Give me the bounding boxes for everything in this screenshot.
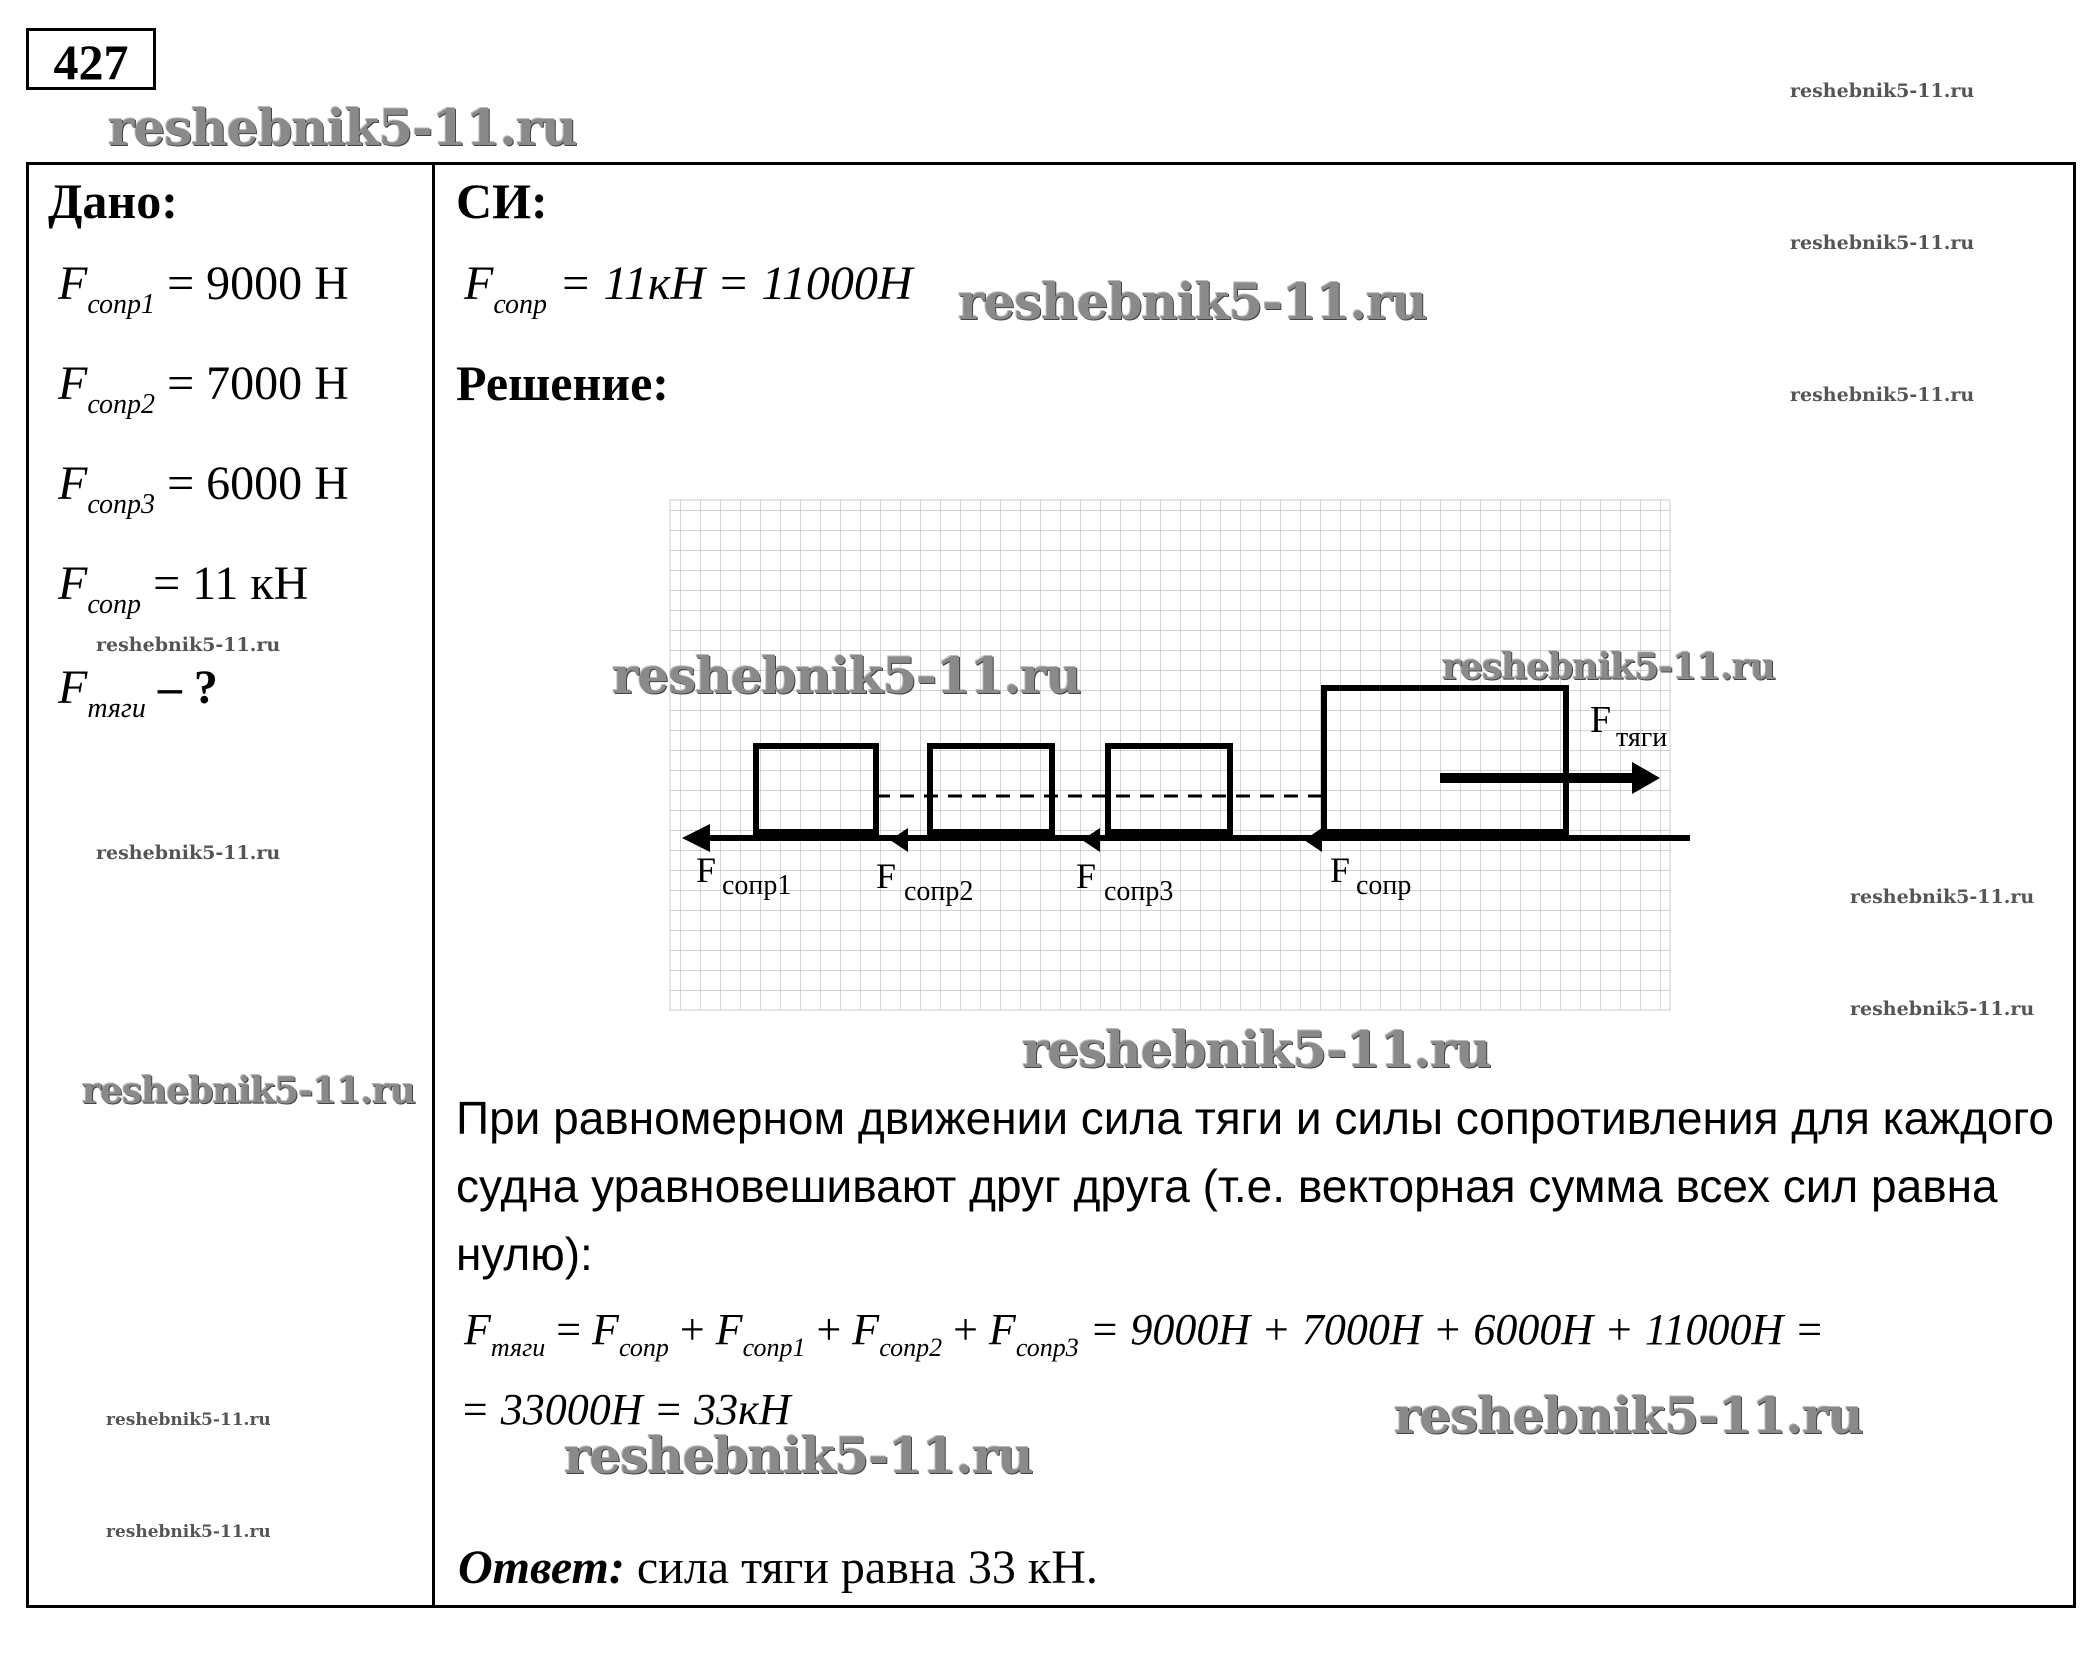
label-drag-sub: сопр	[1356, 870, 1412, 901]
label-drag1-F: F	[696, 850, 717, 890]
formula-line-2: = 33000Н = 33кН	[460, 1385, 791, 1434]
problem-number: 427	[26, 28, 156, 90]
answer-text: сила тяги равна 33 кН.	[624, 1541, 1098, 1594]
given-heading: Дано:	[48, 173, 178, 229]
watermark: reshebnik5-11.ru	[1850, 886, 2035, 908]
given-item-drag1: $F_{сопр1} = 9000$ Н	[58, 257, 349, 320]
watermark: reshebnik5-11.ru	[564, 1426, 1033, 1485]
watermark: reshebnik5-11.ru	[1790, 232, 1975, 254]
watermark: reshebnik5-11.ru	[96, 634, 281, 656]
label-drag-F: F	[1330, 850, 1351, 890]
si-conversion: $F_{сопр} = 11кН = 11000Н$	[464, 257, 913, 320]
si-heading: СИ:	[456, 173, 548, 229]
watermark: reshebnik5-11.ru	[106, 1410, 271, 1430]
given-item-drag3: $F_{сопр3} = 6000$ Н	[58, 457, 349, 520]
watermark: reshebnik5-11.ru	[106, 1522, 271, 1542]
label-drag3-F: F	[1076, 856, 1097, 896]
label-drag1-sub: сопр1	[722, 870, 792, 901]
given-item-unknown: $F_{тяги}$ – ?	[58, 661, 218, 724]
formula-line-1: $F_{тяги} = F_{сопр} + F_{сопр1} + F_{сопр2} + F_{сопр3} = 9000Н + 7000Н + 6000Н + 11000Н$ =	[464, 1305, 1825, 1362]
watermark: reshebnik5-11.ru	[1442, 646, 1775, 688]
column-divider	[432, 162, 435, 1608]
solution-heading: Решение:	[456, 355, 669, 411]
watermark: reshebnik5-11.ru	[82, 1070, 415, 1112]
answer-label: Ответ:	[458, 1541, 625, 1594]
watermark: reshebnik5-11.ru	[1022, 1020, 1491, 1079]
watermark: reshebnik5-11.ru	[612, 646, 1081, 705]
watermark: reshebnik5-11.ru	[1790, 384, 1975, 406]
label-thrust-sub: тяги	[1616, 722, 1668, 753]
watermark: reshebnik5-11.ru	[958, 272, 1427, 331]
solution-paragraph: При равномерном движении сила тяги и силы сопротивления для каждого судна уравновешивают друг друга (т.е. векторная сумма всех сил равна нулю):	[456, 1092, 2054, 1280]
label-drag3-sub: сопр3	[1104, 876, 1174, 907]
watermark: reshebnik5-11.ru	[1850, 998, 2035, 1020]
watermark: reshebnik5-11.ru	[108, 98, 577, 157]
given-item-drag-total: $F_{сопр} = 11$ кН	[58, 557, 309, 620]
label-drag2-sub: сопр2	[904, 876, 974, 907]
watermark: reshebnik5-11.ru	[1790, 80, 1975, 102]
label-thrust-F: F	[1590, 699, 1612, 741]
watermark: reshebnik5-11.ru	[96, 842, 281, 864]
grid-paper	[670, 500, 1670, 1010]
watermark: reshebnik5-11.ru	[1394, 1386, 1863, 1445]
given-item-drag2: $F_{сопр2} = 7000$ Н	[58, 357, 349, 420]
answer	[458, 1540, 1098, 1595]
label-drag2-F: F	[876, 856, 897, 896]
force-diagram	[640, 490, 1700, 1030]
